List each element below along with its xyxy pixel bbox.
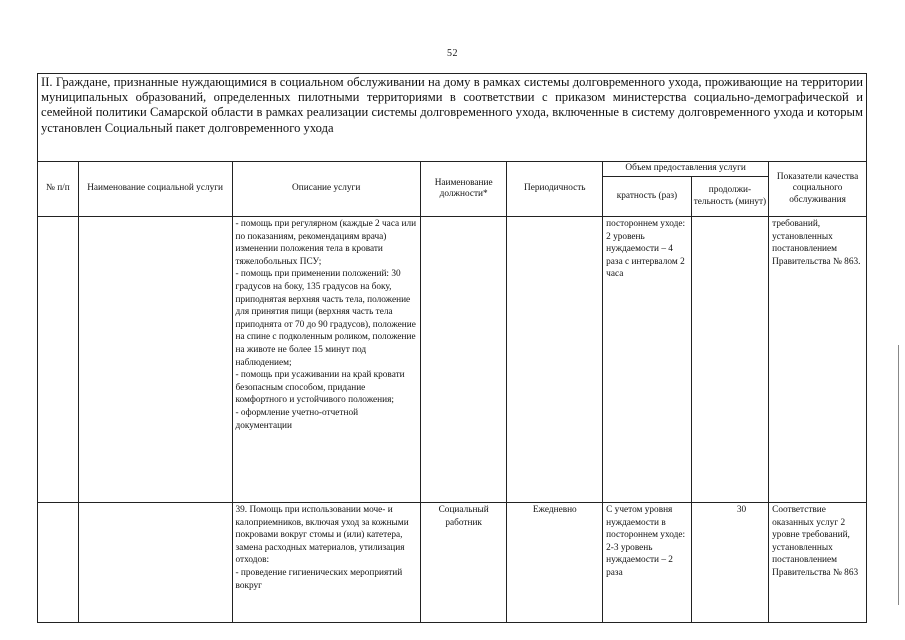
cell-position: Социальный работник — [420, 503, 507, 623]
cell-periodicity: Ежедневно — [507, 503, 603, 623]
header-service-name: Наименование социальной услуги — [78, 162, 232, 217]
cell-quality: требований, установленных постановлением Правительства № 863. — [769, 217, 867, 503]
section-title: II. Граждане, признанные нуждающимися в социальном обслуживании на дому в рамках системы долговременного ухода, проживающие на территории муниципальных образований, определенных пилотными территориями в соответствии с приказом министерства социально-демографической и семейной политики Самарской области в рамках реализации системы долговременного ухода, включенные в систему долговременного ухода и которым установлен Социальный пакет долговременного ухода — [38, 74, 867, 162]
cell-multiplicity: постороннем уходе: 2 уровень нуждаемости – 4 раза с интервалом 2 часа — [603, 217, 692, 503]
cell-periodicity — [507, 217, 603, 503]
header-position: Наименование должности* — [420, 162, 507, 217]
cell-description: - помощь при регулярном (каждые 2 часа или по показаниям, рекомендациям врача) изменении положения тела в кровати тяжелобольных ПСУ; - помощь при применении положений: 30 градусов на боку, 135 градусов на боку, приподнятая верхняя часть тела, положение для принятия пищи (верхняя часть тела приподнята от 70 до 90 градусов), положение на спине с подколенным роликом, положение на животе не более 15 минут под наблюдением; - помощь при усаживании на край кровати безопасным способом, придание комфортного и устойчивого положения; - оформление учетно-отчетной документации — [232, 217, 420, 503]
cell-position — [420, 217, 507, 503]
header-volume: Объем предоставления услуги — [603, 162, 769, 177]
header-description: Описание услуги — [232, 162, 420, 217]
header-multiplicity: кратность (раз) — [603, 177, 692, 217]
table-row — [38, 503, 867, 623]
header-duration: продолжи-тельность (минут) — [691, 177, 768, 217]
cell-description: 39. Помощь при использовании моче- и калоприемников, включая уход за кожными покровами вокруг стомы и (или) катетера, замена расходных материалов, утилизация отходов: - проведение гигиенических мероприятий вокруг — [232, 503, 420, 623]
table-row — [38, 217, 867, 503]
cell-quality: Соответствие оказанных услуг 2 уровне требований, установленных постановлением Правительства № 863 — [769, 503, 867, 623]
header-periodicity: Периодичность — [507, 162, 603, 217]
cell-num — [38, 503, 79, 623]
header-num: № п/п — [38, 162, 79, 217]
cell-service-name — [78, 503, 232, 623]
scan-edge-line — [898, 345, 899, 605]
cell-duration — [691, 217, 768, 503]
header-quality: Показатели качества социального обслуживания — [769, 162, 867, 217]
header-row — [38, 162, 867, 177]
cell-duration: 30 — [691, 503, 768, 623]
cell-service-name — [78, 217, 232, 503]
cell-multiplicity: С учетом уровня нуждаемости в постороннем уходе: 2-3 уровень нуждаемости – 2 раза — [603, 503, 692, 623]
section-title-row — [38, 74, 867, 162]
services-table — [37, 73, 867, 623]
page-number: 52 — [447, 48, 458, 59]
cell-num — [38, 217, 79, 503]
